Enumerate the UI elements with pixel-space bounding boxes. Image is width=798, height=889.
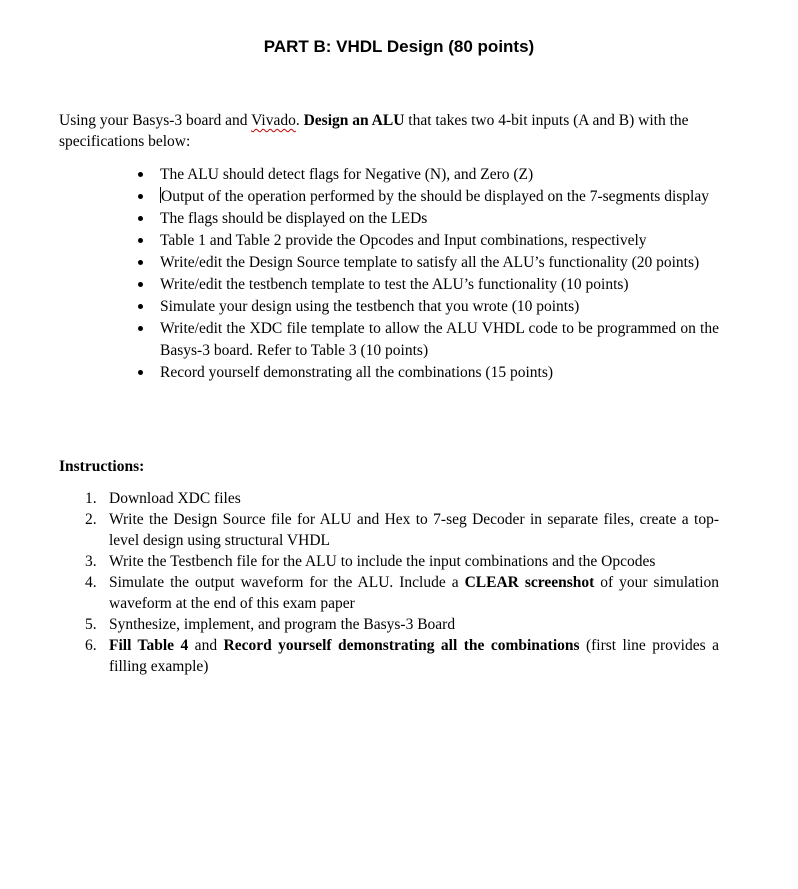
instruction-item (85, 572, 719, 614)
instructions-heading: Instructions: (59, 458, 145, 475)
instruction-text: of your simulation waveform at the end of this exam paper (109, 574, 719, 612)
instruction-text: Simulate the output waveform for the ALU. Include a (109, 574, 465, 591)
instruction-text: (first line provides a filling example) (109, 637, 719, 675)
intro-text-3: that takes two 4-bit inputs (A and B) with the specifications below: (59, 112, 689, 150)
intro-paragraph (59, 110, 719, 152)
instruction-number: 3. (85, 553, 97, 570)
page-title: PART B: VHDL Design (80 points) (263, 37, 535, 56)
intro-text-2: . (295, 112, 304, 129)
instruction-text: and (188, 637, 224, 654)
spec-item: Write/edit the Design Source template to satisfy all the ALU’s functionality (20 points) (137, 252, 719, 274)
spec-item: The flags should be displayed on the LEDs (137, 208, 719, 230)
instruction-item (85, 551, 719, 572)
instruction-text: Download XDC files (109, 490, 241, 507)
specifications-list (137, 164, 719, 384)
instruction-item (85, 509, 719, 551)
instruction-number: 1. (85, 490, 97, 507)
instruction-item (85, 635, 719, 677)
instruction-bold-text: CLEAR screenshot (464, 574, 595, 591)
spec-item: Record yourself demonstrating all the combinations (15 points) (137, 362, 719, 384)
instruction-text: Synthesize, implement, and program the Basys-3 Board (109, 616, 456, 633)
instruction-item (85, 614, 719, 635)
spec-item: Table 1 and Table 2 provide the Opcodes and Input combinations, respectively (137, 230, 719, 252)
instruction-text: Write the Testbench file for the ALU to include the input combinations and the Opcodes (109, 553, 656, 570)
spec-item: Write/edit the XDC file template to allow the ALU VHDL code to be programmed on the Basys-3 board. Refer to Table 3 (10 points) (137, 318, 719, 361)
spec-item-text: Output of the operation performed by the should be displayed on the 7-segments display (161, 188, 709, 205)
instructions-list (85, 488, 719, 677)
instruction-number: 5. (85, 616, 97, 633)
spec-item: Simulate your design using the testbench that you wrote (10 points) (137, 296, 719, 318)
instruction-number: 6. (85, 637, 97, 654)
intro-bold-design-alu: Design an ALU (303, 112, 405, 129)
spellcheck-word-vivado: Vivado (251, 112, 296, 129)
instruction-number: 2. (85, 511, 97, 528)
instruction-bold-text: Record yourself demonstrating all the combinations (223, 637, 580, 654)
spec-item: Write/edit the testbench template to test the ALU’s functionality (10 points) (137, 274, 719, 296)
instruction-bold-text: Fill Table 4 (109, 637, 189, 654)
instruction-item (85, 488, 719, 509)
spec-item (137, 186, 719, 208)
spec-item: The ALU should detect flags for Negative (N), and Zero (Z) (137, 164, 719, 186)
instruction-text: Write the Design Source file for ALU and Hex to 7-seg Decoder in separate files, create a top-level design using structural VHDL (109, 511, 719, 549)
intro-text-1: Using your Basys-3 board and (59, 112, 252, 129)
instruction-number: 4. (85, 574, 97, 591)
